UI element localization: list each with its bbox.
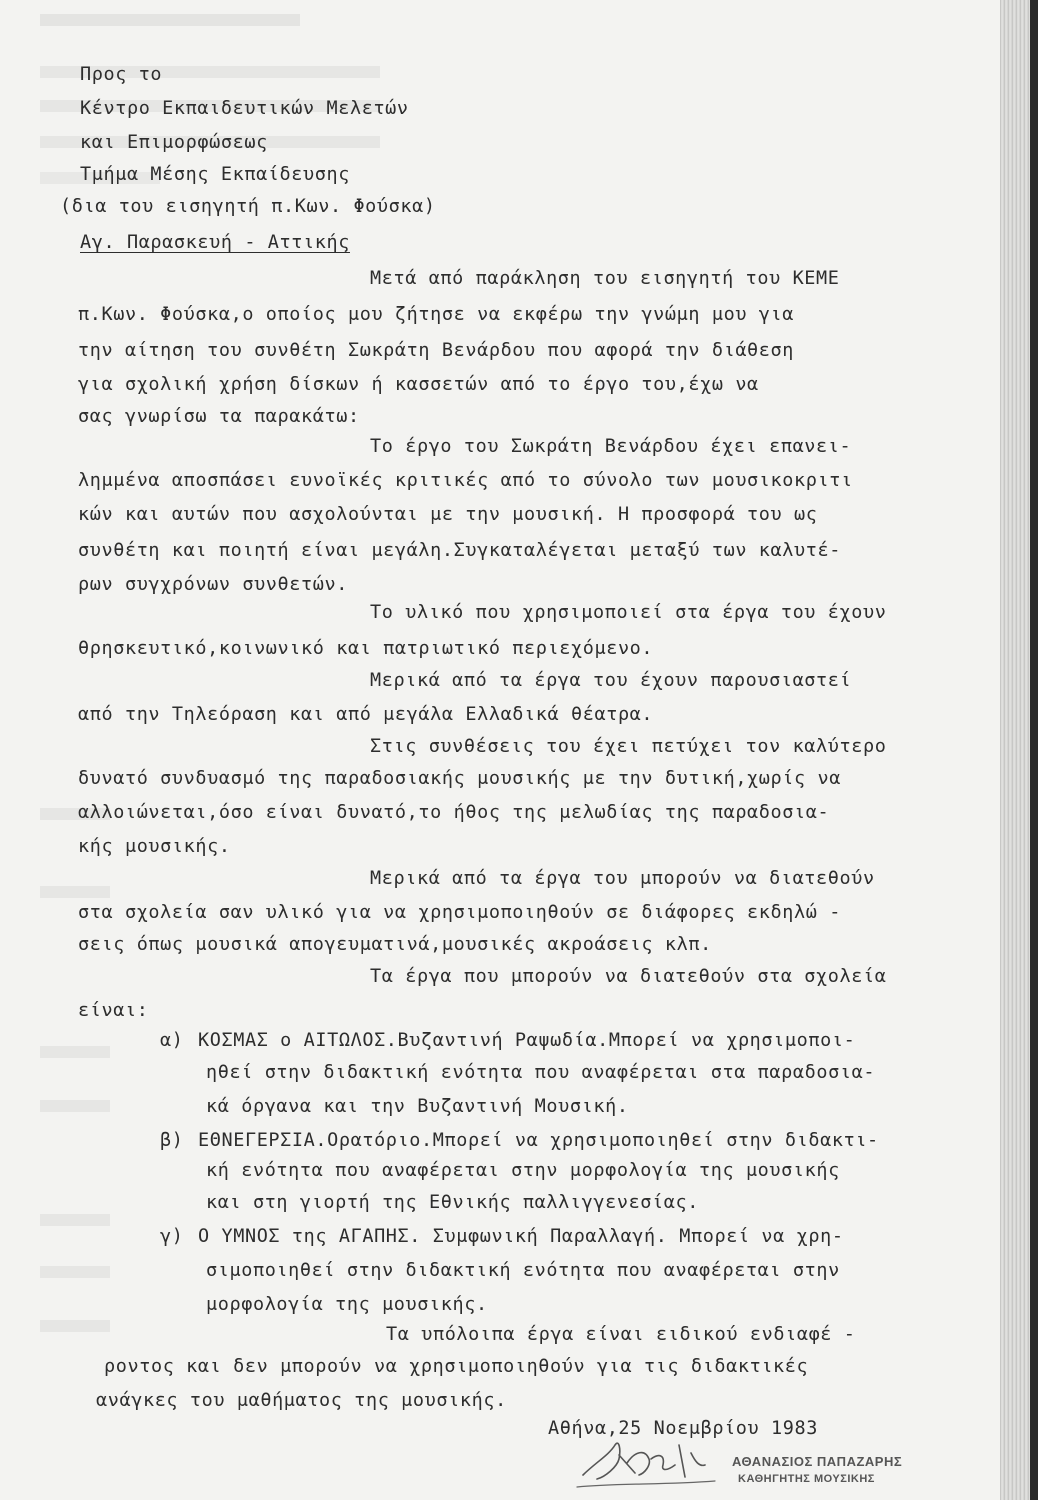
- body-line: δυνατό συνδυασμό της παραδοσιακής μουσικής με την δυτική,χωρίς να: [78, 768, 841, 789]
- body-line: την αίτηση του συνθέτη Σωκράτη Βενάρδου που αφορά την διάθεση: [78, 340, 795, 361]
- list-marker: β): [160, 1130, 184, 1151]
- addressee-line: Κέντρο Εκπαιδευτικών Μελετών: [80, 98, 409, 119]
- body-line: στα σχολεία σαν υλικό για να χρησιμοποιηθούν σε διάφορες εκδηλώ -: [78, 902, 841, 923]
- body-line: κών και αυτών που ασχολούνται με την μουσική. Η προσφορά του ως: [78, 504, 818, 525]
- body-line: σεις όπως μουσικά απογευματινά,μουσικές ακροάσεις κλπ.: [78, 934, 712, 955]
- body-line: αλλοιώνεται,όσο είναι δυνατό,το ήθος της μελωδίας της παραδοσια-: [78, 802, 830, 823]
- body-line: π.Κων. Φούσκα,ο οποίος μου ζήτησε να εκφέρω την γνώμη μου για: [78, 304, 795, 325]
- addressee-line: (δια του εισηγητή π.Κων. Φούσκα): [60, 196, 436, 217]
- body-line: θρησκευτικό,κοινωνικό και πατριωτικό περιεχόμενο.: [78, 638, 654, 659]
- addressee-line: Τμήμα Μέσης Εκπαίδευσης: [80, 164, 350, 185]
- list-item-line: ηθεί στην διδακτική ενότητα που αναφέρεται στα παραδοσια-: [206, 1062, 876, 1083]
- signature: [575, 1415, 735, 1495]
- body-line: συνθέτη και ποιητή είναι μεγάλη.Συγκαταλέγεται μεταξύ των καλυτέ-: [78, 540, 841, 561]
- list-item-line: και στη γιορτή της Εθνικής παλλιγγενεσίας.: [206, 1192, 699, 1213]
- list-item-line: ΚΟΣΜΑΣ ο ΑΙΤΩΛΟΣ.Βυζαντινή Ραψωδία.Μπορεί να χρησιμοποι-: [198, 1030, 856, 1051]
- list-item-line: σιμοποιηθεί στην διδακτική ενότητα που αναφέρεται στην: [206, 1260, 840, 1281]
- list-item-line: κή ενότητα που αναφέρεται στην μορφολογία της μουσικής: [206, 1160, 840, 1181]
- body-line: Μερικά από τα έργα του μπορούν να διατεθούν: [370, 868, 875, 889]
- body-line: Μερικά από τα έργα του έχουν παρουσιαστεί: [370, 670, 852, 691]
- closing-line: ροντος και δεν μπορούν να χρησιμοποιηθούν για τις διδακτικές: [104, 1356, 809, 1377]
- list-marker: γ): [160, 1226, 184, 1247]
- closing-line: Τα υπόλοιπα έργα είναι ειδικού ενδιαφέ -: [386, 1324, 856, 1345]
- body-line: Στις συνθέσεις του έχει πετύχει τον καλύτερο: [370, 736, 887, 757]
- body-line: λημμένα αποσπάσει ευνοϊκές κριτικές από το σύνολο των μουσικοκριτι: [78, 470, 853, 491]
- date-line: Αθήνα,25 Νοεμβρίου 1983: [548, 1418, 818, 1439]
- list-item-line: κά όργανα και την Βυζαντινή Μουσική.: [206, 1096, 629, 1117]
- body-line: ρων συγχρόνων συνθετών.: [78, 574, 348, 595]
- stamp-title: ΚΑΘΗΓΗΤΗΣ ΜΟΥΣΙΚΗΣ: [738, 1473, 875, 1485]
- body-line: Το έργο του Σωκράτη Βενάρδου έχει επανει-: [370, 436, 852, 457]
- addressee-line: και Επιμορφώσεως: [80, 132, 268, 153]
- body-line: Μετά από παράκληση του εισηγητή του ΚΕΜΕ: [370, 268, 840, 289]
- list-item-line: ΕΘΝΕΓΕΡΣΙΑ.Ορατόριο.Μπορεί να χρησιμοποιηθεί στην διδακτι-: [198, 1130, 879, 1151]
- body-line: Το υλικό που χρησιμοποιεί στα έργα του έχουν: [370, 602, 887, 623]
- list-item-line: μορφολογία της μουσικής.: [206, 1294, 488, 1315]
- body-line: Τα έργα που μπορούν να διατεθούν στα σχολεία: [370, 966, 887, 987]
- addressee-location: Αγ. Παρασκευή - Αττικής: [80, 232, 350, 253]
- body-line: κής μουσικής.: [78, 836, 231, 857]
- stamp-name: ΑΘΑΝΑΣΙΟΣ ΠΑΠΑΖΑΡΗΣ: [732, 1454, 903, 1469]
- binding-edge: [1030, 0, 1038, 1500]
- closing-line: ανάγκες του μαθήματος της μουσικής.: [96, 1390, 507, 1411]
- body-line: είναι:: [78, 1000, 149, 1021]
- body-line: για σχολική χρήση δίσκων ή κασσετών από το έργο του,έχω να: [78, 374, 759, 395]
- list-marker: α): [160, 1030, 184, 1051]
- addressee-line: Προς το: [80, 64, 163, 85]
- body-line: από την Τηλεόραση και από μεγάλα Ελλαδικά θέατρα.: [78, 704, 654, 725]
- body-line: σας γνωρίσω τα παρακάτω:: [78, 406, 360, 427]
- list-item-line: Ο ΥΜΝΟΣ της ΑΓΑΠΗΣ. Συμφωνική Παραλλαγή. Μπορεί να χρη-: [198, 1226, 844, 1247]
